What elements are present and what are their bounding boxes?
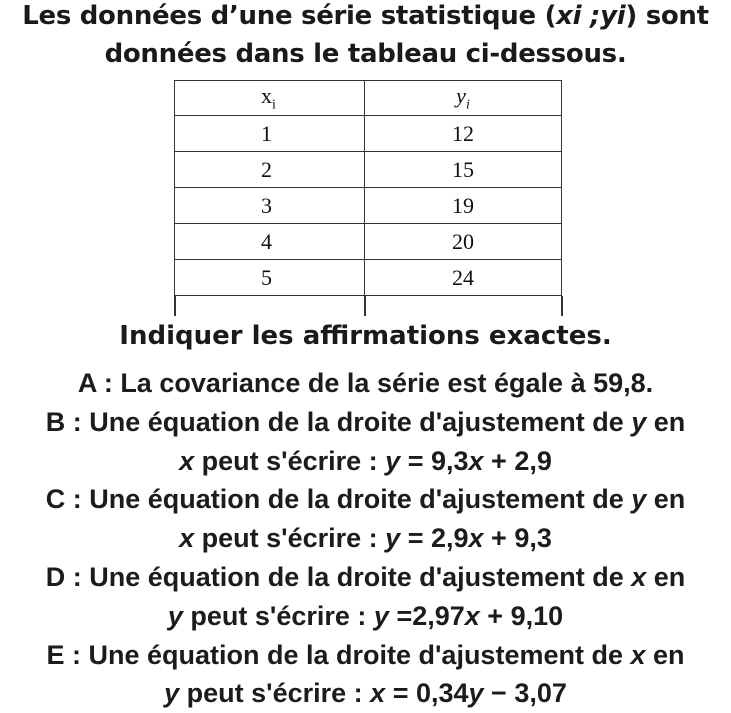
intro-suffix: ) sont (625, 1, 709, 31)
cell-y: 24 (365, 260, 562, 296)
intro-variables: xi ;yi (556, 1, 626, 31)
cell-y: 15 (365, 152, 562, 188)
header-y: $y_i$ (365, 81, 562, 116)
table-line-left (174, 296, 176, 316)
cell-x: 2 (175, 152, 365, 188)
table-row (175, 152, 562, 188)
option-a-text: A : La covariance de la série est égale à 59,8. (77, 368, 654, 398)
data-table-wrapper (174, 80, 562, 316)
table-row (175, 188, 562, 224)
option-d[interactable] (0, 558, 731, 636)
table-row (175, 116, 562, 152)
answer-options (0, 364, 731, 713)
option-c-line-2: x peut s'écrire : y = 2,9x + 9,3 (179, 523, 552, 554)
option-e-line-2: y peut s'écrire : x = 0,34y − 3,07 (164, 678, 567, 709)
cell-x: 5 (175, 260, 365, 296)
option-b-line-1: B : Une équation de la droite d'ajustement de y en (45, 406, 686, 437)
table-bottom-lines (174, 296, 562, 316)
option-d-line-1: D : Une équation de la droite d'ajustement de x en (45, 561, 686, 592)
intro-line-1 (0, 0, 731, 35)
intro-text (0, 0, 731, 73)
option-e-line-1: E : Une équation de la droite d'ajustement de x en (46, 639, 685, 670)
table-row (175, 224, 562, 260)
option-b-line-2: x peut s'écrire : y = 9,3x + 2,9 (179, 445, 552, 476)
cell-x: 3 (175, 188, 365, 224)
table-header-row (175, 81, 562, 116)
intro-prefix: Les données d’une série statistique ( (22, 1, 557, 31)
table-row (175, 260, 562, 296)
cell-x: 1 (175, 116, 365, 152)
option-d-line-2: y peut s'écrire : y =2,97x + 9,10 (167, 600, 564, 631)
cell-y: 12 (365, 116, 562, 152)
cell-y: 19 (365, 188, 562, 224)
option-a[interactable] (0, 364, 731, 403)
option-b[interactable] (0, 403, 731, 481)
table-line-right (561, 296, 563, 316)
cell-y: 20 (365, 224, 562, 260)
cell-x: 4 (175, 224, 365, 260)
table-line-middle (364, 296, 366, 316)
header-x: $x_i$ (175, 81, 365, 116)
data-table (174, 80, 562, 296)
question-text: Indiquer les affirmations exactes. (119, 321, 612, 351)
intro-line-2: données dans le tableau ci-dessous. (104, 39, 627, 69)
option-c-line-1: C : Une équation de la droite d'ajustement de y en (45, 484, 686, 515)
option-e[interactable] (0, 636, 731, 713)
option-c[interactable] (0, 480, 731, 558)
